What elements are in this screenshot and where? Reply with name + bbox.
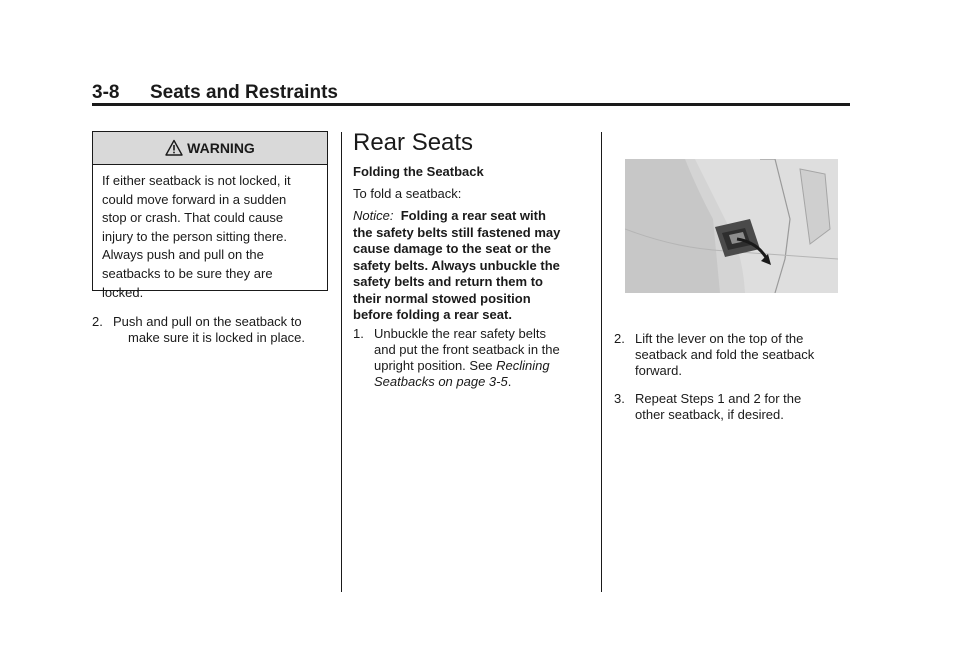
warning-line: seatbacks to be sure they are — [102, 265, 273, 281]
step-3-repeat — [614, 391, 854, 423]
warning-line: If either seatback is not locked, it — [102, 173, 291, 188]
step-line: Repeat Steps 1 and 2 for the — [635, 391, 802, 406]
warning-title: WARNING — [187, 140, 255, 156]
step-number: 1. — [353, 326, 364, 341]
notice-line: before folding a rear seat. — [353, 307, 512, 322]
step-text: . — [507, 374, 512, 389]
notice-line: safety belts and return them to — [353, 274, 543, 289]
step-line: Push and pull on the seatback to — [113, 314, 302, 329]
step-number: 2. — [92, 314, 103, 329]
cross-reference-link[interactable]: Reclining — [496, 358, 550, 373]
step-line — [374, 358, 593, 374]
header-rule — [92, 103, 850, 106]
step-number: 2. — [614, 331, 625, 346]
notice-block — [353, 208, 593, 324]
section-title: Rear Seats — [353, 129, 474, 156]
column-divider-right — [601, 132, 602, 592]
notice-label: Notice: — [353, 208, 394, 223]
warning-line: stop or crash. That could cause — [102, 210, 284, 226]
step-number: 3. — [614, 391, 625, 406]
step-2-push-pull — [92, 314, 332, 346]
warning-box — [92, 131, 328, 300]
notice-line: the safety belts still fastened may — [353, 224, 561, 240]
warning-header — [93, 132, 327, 165]
step-line: Lift the lever on the top of the — [635, 331, 804, 346]
warning-line: injury to the person sitting there. — [102, 228, 287, 244]
notice-line: their normal stowed position — [353, 290, 531, 306]
step-line: make sure it is locked in place. — [128, 330, 306, 345]
page-number: 3-8 — [92, 82, 120, 103]
warning-line: locked. — [102, 284, 144, 300]
step-line: forward. — [635, 363, 682, 378]
step-text: upright position. See — [374, 358, 497, 373]
column-divider-left — [341, 132, 342, 592]
chapter-title: Seats and Restraints — [150, 82, 338, 103]
step-2-lift-lever — [614, 331, 854, 379]
seatback-lever-illustration — [625, 159, 838, 293]
warning-line: could move forward in a sudden — [102, 191, 287, 207]
step-line: seatback and fold the seatback — [635, 347, 815, 362]
step-1-unbuckle — [353, 326, 593, 390]
step-line: and put the front seatback in the — [374, 342, 560, 357]
intro-text: To fold a seatback: — [353, 186, 462, 201]
notice-line: safety belts. Always unbuckle the — [353, 257, 560, 273]
step-line — [374, 374, 593, 390]
warning-icon — [165, 139, 183, 157]
subsection-title: Folding the Seatback — [353, 164, 484, 179]
warning-line: Always push and pull on the — [102, 247, 264, 263]
notice-line: cause damage to the seat or the — [353, 241, 551, 256]
cross-reference-link[interactable]: Seatbacks on page 3-5 — [374, 374, 508, 389]
warning-text — [93, 165, 327, 302]
step-line: other seatback, if desired. — [635, 407, 784, 422]
step-line: Unbuckle the rear safety belts — [374, 326, 546, 341]
notice-line: Folding a rear seat with — [400, 208, 546, 223]
